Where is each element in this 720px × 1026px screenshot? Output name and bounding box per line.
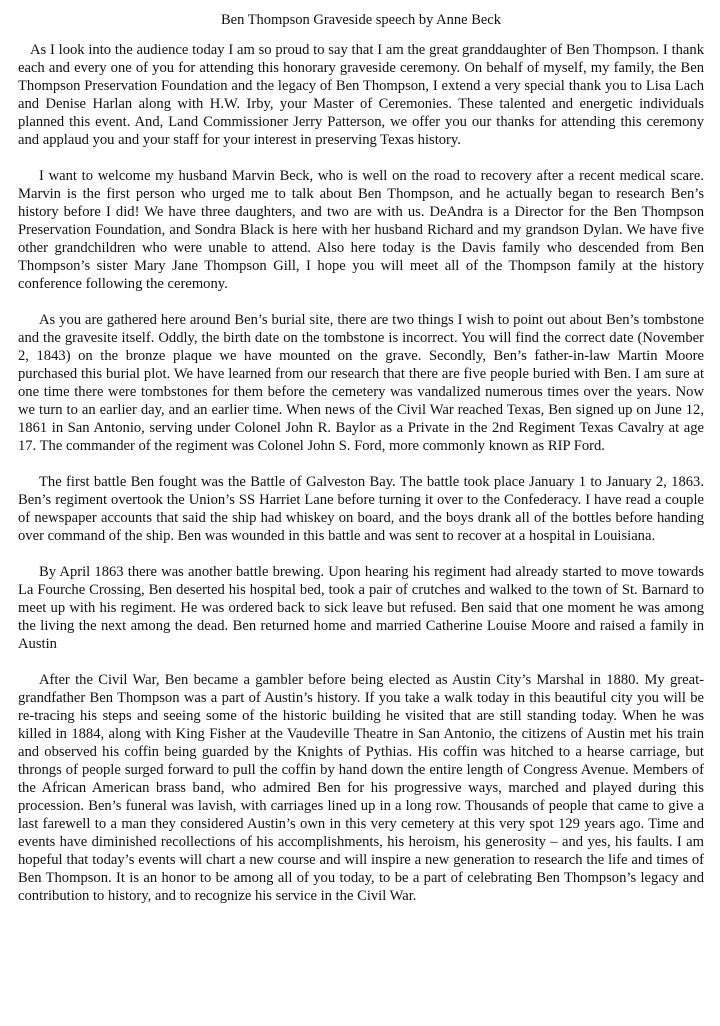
document-page [18,11,704,923]
paragraph-after-civil-war: After the Civil War, Ben became a gambler before being elected as Austin City’s Marshal in 1880. My great-grandfather Ben Thompson was a part of Austin’s history. If you take a walk today in this beautiful city you will be re-tracing his steps and seeing some of the historic building he visited that are still standing today. When he was killed in 1884, along with King Fisher at the Vaudeville Theatre in San Antonio, the citizens of Austin met his train and observed his coffin being guarded by the Knights of Pythias. His coffin was hitched to a hearse carriage, but throngs of people surged forward to pull the coffin by hand down the entire length of Congress Avenue. Members of the African American brass band, who admired Ben for his progressive ways, marched and played during this procession. Ben’s funeral was lavish, with carriages lined up in a long row. Thousands of people that came to give a last farewell to a man they considered Austin’s own in this very cemetery at this very spot 129 years ago. Time and events have diminished recollections of his accomplishments, his heroism, his generosity – and yes, his faults. I am hopeful that today’s events will chart a new course and will inspire a new generation to research the life and times of Ben Thompson. It is an honor to be among all of you today, to be a part of celebrating Ben Thompson’s legacy and contribution to history, and to recognize his service in the Civil War. [18,672,704,904]
paragraph-april-1863: By April 1863 there was another battle brewing. Upon hearing his regiment had already started to move towards La Fourche Crossing, Ben deserted his hospital bed, took a pair of crutches and walked to the town of St. Barnard to meet up with his regiment. He was ordered back to sick leave but refused. Ben said that one moment he was among the living the next among the dead. Ben returned home and married Catherine Louise Moore and raised a family in Austin [18,564,704,652]
document-title: Ben Thompson Graveside speech by Anne Beck [220,12,501,28]
paragraph-family: I want to welcome my husband Marvin Beck, who is well on the road to recovery after a recent medical scare. Marvin is the first person who urged me to talk about Ben Thompson, and he actually began to research Ben’s history before I did! We have three daughters, and two are with us. DeAndra is a Director for the Ben Thompson Preservation Foundation, and Sondra Black is here with her husband Richard and my grandson Dylan. We have five other grandchildren who were unable to attend. Also here today is the Davis family who descended from Ben Thompson’s sister Mary Jane Thompson Gill, I hope you will meet all of the Thompson family at the history conference following the ceremony. [18,168,704,292]
paragraph-welcome-thanks: As I look into the audience today I am so proud to say that I am the great granddaughter of Ben Thompson. I thank each and every one of you for attending this honorary graveside ceremony. On behalf of myself, my family, the Ben Thompson Preservation Foundation and the legacy of Ben Thompson, I extend a very special thank you to Lisa Lach and Denise Harlan along with H.W. Irby, your Master of Ceremonies. These talented and energetic individuals planned this event. And, Land Commissioner Jerry Patterson, we offer you our thanks for attending this ceremony and applaud you and your staff for your interest in preserving Texas history. [18,42,704,148]
paragraph-burial-site: As you are gathered here around Ben’s burial site, there are two things I wish to point out about Ben’s tombstone and the gravesite itself. Oddly, the birth date on the tombstone is incorrect. You will find the correct date (November 2, 1843) on the bronze plaque we have mounted on the grave. Secondly, Ben’s father-in-law Martin Moore purchased this burial plot. We have learned from our research that there are five people buried with Ben. I am sure at one time there were tombstones for them before the cemetery was vandalized numerous times over the years. Now we turn to an earlier day, and an earlier time. When news of the Civil War reached Texas, Ben signed up on June 12, 1861 in San Antonio, serving under Colonel John R. Baylor as a Private in the 2nd Regiment Texas Cavalry at age 17. The commander of the regiment was Colonel John S. Ford, more commonly known as RIP Ford. [18,312,704,454]
paragraph-galveston-battle: The first battle Ben fought was the Battle of Galveston Bay. The battle took place January 1 to January 2, 1863. Ben’s regiment overtook the Union’s SS Harriet Lane before turning it over to the Confederacy. I have read a couple of newspaper accounts that said the ship had whiskey on board, and the boys drank all of the bottles before handing over command of the ship. Ben was wounded in this battle and was sent to recover at a hospital in Louisiana. [18,474,704,544]
